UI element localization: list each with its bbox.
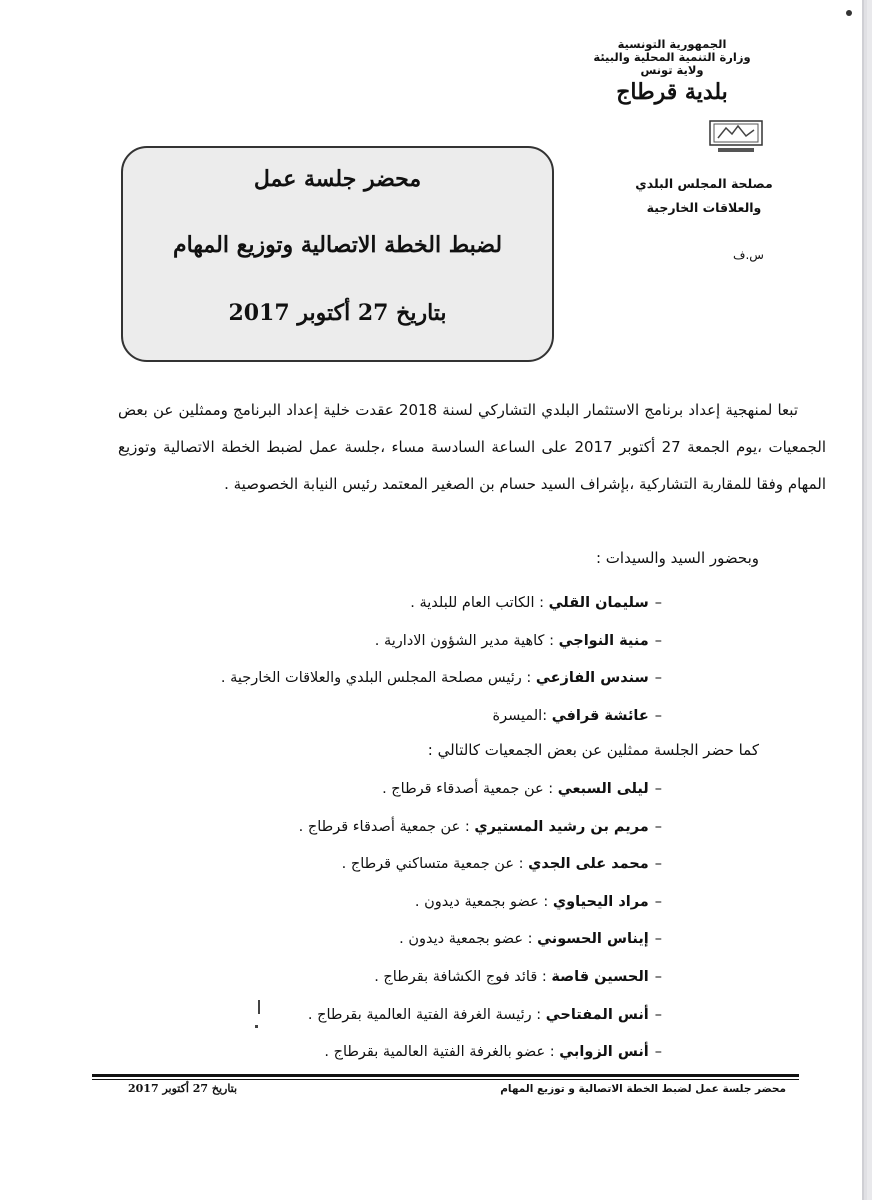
member-role: : عن جمعية متساكني قرطاج .: [341, 856, 524, 873]
list-item: –إيناس الحسوني : عضو بجمعية ديدون .: [399, 931, 662, 948]
associations-list: [142, 771, 662, 1072]
title-line-2: لضبط الخطة الاتصالية وتوزيع المهام: [172, 232, 503, 258]
attendee-role: : كاهية مدير الشؤون الادارية .: [374, 632, 554, 649]
letterhead-line-3: ولاية تونس: [640, 63, 704, 77]
attendees-list: [142, 585, 662, 735]
staple-mark: [846, 10, 852, 16]
reference-initials: س.ف: [733, 248, 764, 262]
list-item: –منية النواجي : كاهية مدير الشؤون الادارية .: [374, 632, 662, 649]
member-role: : رئيسة الغرفة الفتية العالمية بقرطاج .: [307, 1006, 542, 1023]
list-item: –عائشة قرافي :الميسرة: [492, 707, 662, 724]
attendee-name: عائشة قرافي: [551, 707, 649, 724]
attendee-role: : الكاتب العام للبلدية .: [410, 595, 544, 611]
member-name: مراد اليحياوي: [552, 893, 649, 910]
footer-title: محضر جلسة عمل لضبط الخطة الاتصالية و توزيع المهام: [500, 1083, 786, 1095]
member-role: : عضو بالغرفة الفتية العالمية بقرطاج .: [324, 1044, 555, 1061]
attendee-role: :الميسرة: [492, 707, 548, 724]
department-name: [624, 172, 784, 220]
letterhead-line-2: وزارة التنمية المحلية والبيئة: [593, 50, 751, 64]
list-item: –ليلى السبعي : عن جمعية أصدقاء قرطاج .: [382, 781, 662, 797]
member-role: : قائد فوج الكشافة بقرطاج .: [374, 968, 547, 985]
title-line-1: محضر جلسة عمل: [253, 166, 422, 192]
title-box: [121, 146, 554, 362]
list-item: –مريم بن رشيد المستيري : عن جمعية أصدقاء قرطاج .: [298, 818, 662, 835]
attendee-role: : رئيس مصلحة المجلس البلدي والعلاقات الخارجية .: [220, 670, 532, 687]
member-name: محمد على الجدي: [528, 856, 649, 873]
municipality-name: بلدية قرطاج: [616, 79, 728, 105]
list-item: –محمد على الجدي : عن جمعية متساكني قرطاج .: [341, 856, 662, 873]
municipality-emblem-icon: [708, 118, 764, 156]
title-line-3: بتاريخ 27 أكتوبر 2017: [228, 300, 447, 326]
department-line-2: والعلاقات الخارجية: [646, 200, 762, 215]
footer-rule: [92, 1074, 799, 1077]
list-item: –أنس المفتاحي : رئيسة الغرفة الفتية العالمية بقرطاج .: [307, 1006, 662, 1023]
footer-rule-thin: [92, 1079, 799, 1080]
intro-paragraph: تبعا لمنهجية إعداد برنامج الاستثمار البلدي التشاركي لسنة 2018 عقدت خلية إعداد البرنامج وممثلين عن بعض الجمعيات ،يوم الجمعة 27 أكتوبر 2017 على الساعة السادسة مساء ،جلسة عمل لضبط الخطة الاتصالية وتوزيع المهام وفقا للمقاربة التشاركية ،بإشراف السيد حسام بن الصغير المعتمد رئيس النيابة الخصوصية .: [118, 401, 827, 493]
member-name: إيناس الحسوني: [537, 931, 649, 948]
attendee-name: سندس الفازعي: [535, 670, 649, 687]
list-item: –سندس الفازعي : رئيس مصلحة المجلس البلدي والعلاقات الخارجية .: [220, 670, 662, 687]
list-item: –الحسين قاصة : قائد فوج الكشافة بقرطاج .: [374, 968, 662, 985]
list-item: –مراد اليحياوي : عضو بجمعية ديدون .: [414, 893, 662, 910]
member-name: أنس الزوابي: [559, 1044, 649, 1061]
member-name: ليلى السبعي: [557, 781, 649, 797]
associations-label: كما حضر الجلسة ممثلين عن بعض الجمعيات كالتالي :: [427, 741, 759, 759]
list-item: –سليمان القلي : الكاتب العام للبلدية .: [410, 595, 662, 611]
member-role: : عن جمعية أصدقاء قرطاج .: [382, 781, 554, 797]
letterhead-line-1: الجمهورية التونسية: [617, 37, 727, 51]
attendees-label: وبحضور السيد والسيدات :: [595, 549, 759, 567]
member-role: : عضو بجمعية ديدون .: [414, 893, 549, 910]
member-role: : عضو بجمعية ديدون .: [399, 931, 533, 948]
pen-mark: [258, 1000, 260, 1014]
list-item: –أنس الزوابي : عضو بالغرفة الفتية العالمية بقرطاج .: [324, 1044, 662, 1061]
pen-dot: [255, 1025, 258, 1028]
letterhead: [552, 38, 792, 105]
footer-date: بتاريخ 27 أكتوبر 2017: [128, 1082, 238, 1095]
member-role: : عن جمعية أصدقاء قرطاج .: [298, 818, 470, 835]
member-name: الحسين قاصة: [551, 968, 649, 985]
attendee-name: سليمان القلي: [548, 595, 649, 611]
attendee-name: منية النواجي: [558, 632, 649, 649]
member-name: أنس المفتاحي: [545, 1006, 649, 1023]
department-line-1: مصلحة المجلس البلدي: [635, 176, 773, 191]
member-name: مريم بن رشيد المستيري: [474, 818, 649, 835]
